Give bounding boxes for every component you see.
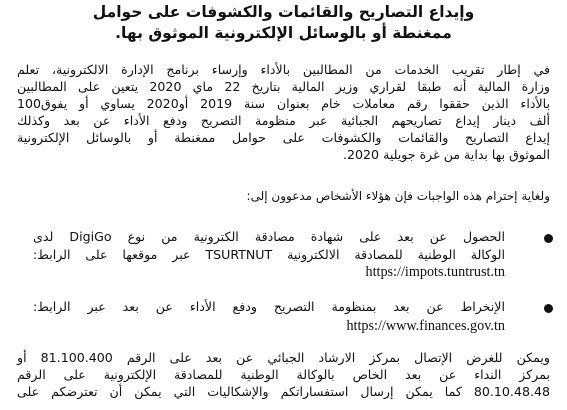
document-title-line-2: ممغنطة أو بالوسائل الإلكترونية الموثوق بها. [115,24,452,42]
bullet-1-line-1: الحصول عن بعد على شهادة مصادقة الكترونية من نوع DigiGo لدى [33,229,505,244]
intro-line-1: في إطار تقريب الخدمات من المطالبين بالأداء وإرساء برنامج الإدارة الالكترونية، تعلم [17,62,550,77]
intro-line-5: إيداع التصاريح والقائمات والكشوفات على حوامل ممغنطة أو بالوسائل الإلكترونية [17,130,550,145]
finances-gov-link[interactable]: https://www.finances.gov.tn [346,318,505,334]
impots-tuntrust-link[interactable]: https://impots.tuntrust.tn [365,264,505,280]
bullet-2-url-row [33,317,505,335]
bullet-dot-2 [544,304,553,313]
document-title-line-1: وإيداع التصاريح والقائمات والكشوفات على حوامل [92,3,475,21]
intro-line-2: وزارة المالية أنه طبقا لقراري وزير المالية بتاريخ 22 ماي 2020 يتعين على المطالبين [17,79,550,94]
contact-line-2: بمركز النداء عن بعد الخاص بالوكالة الوطنية للمصادقة الإلكترونية على الرقم [17,367,550,382]
contact-line-3: 80.10.48.48 كما يمكن إرسال استفساراتكم والإشكاليات التي يمكن أن تعترضكم على [17,384,550,399]
intro-line-6: الموثوق بها بداية من غرة جويلية 2020. [342,147,550,162]
intro-line-4: ألف دينار إيداع تصاريحهم الجبائية عبر منظومة التصريح ودفع الأداء عن بعد وكذلك [17,113,550,128]
intro-line-3: بالأداء الذين حققوا رقم معاملات خام بعنوان سنة 2019 أو2020 يساوي أو يفوق100 [17,96,550,111]
bullet-1-url-row [33,263,505,281]
bullet-1-line-2: الوكالة الوطنية للمصادقة الالكترونية TSURTNUT عبر موقعها على الرابط: [33,247,505,262]
bullet-2-line-1: الإنخراط عن بعد بمنظومة التصريح ودفع الأداء عن بعد عبر الرابط: [33,299,505,314]
contact-line-1: ويمكن للغرض الإتصال بمركز الارشاد الجبائي عن بعد على الرقم 81.100.400 أو [17,350,551,365]
bullet-dot-1 [544,234,553,243]
obligations-intro: ولغاية إحترام هذه الواجبات فإن هؤلاء الأشخاص مدعوون إلى: [246,189,550,203]
